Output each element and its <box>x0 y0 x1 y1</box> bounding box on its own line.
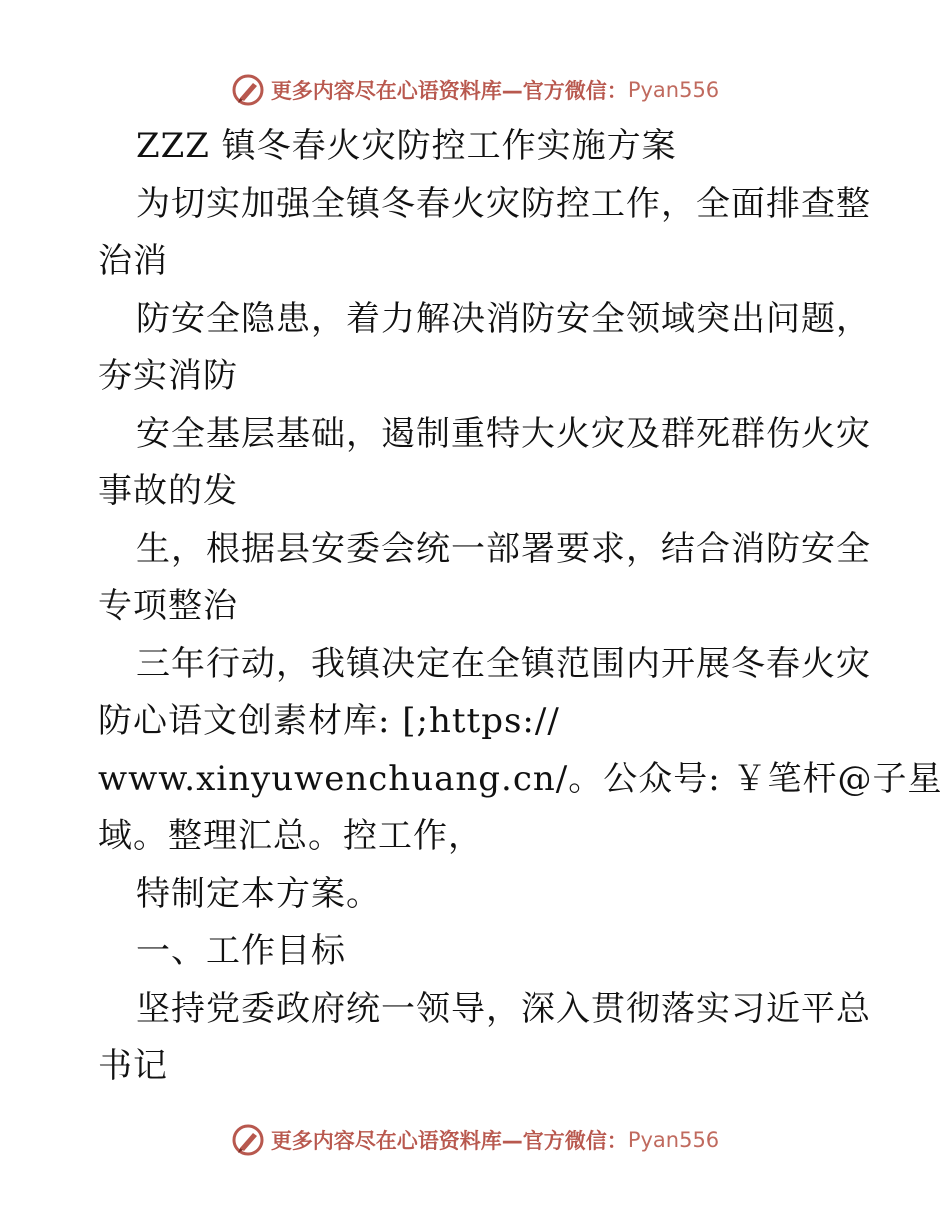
footer-banner <box>0 1120 950 1160</box>
body-line: 特制定本方案。 <box>136 873 381 914</box>
document-body <box>98 118 943 1096</box>
body-line: 域。整理汇总。控工作， <box>98 816 483 856</box>
body-line: 书记 <box>98 1046 168 1086</box>
header-banner-text: 更多内容尽在心语资料库—官方微信： <box>270 79 628 103</box>
body-line: 为切实加强全镇冬春火灾防控工作，全面排查整 <box>136 183 871 224</box>
body-line-url: www.xinyuwenchuang.cn/。公众号: ￥笔杆@子星 <box>98 758 943 799</box>
body-line: 生，根据县安委会统一部署要求，结合消防安全 <box>136 528 871 569</box>
document-title: ZZZ 镇冬春火灾防控工作实施方案 <box>136 126 677 166</box>
body-line: 专项整治 <box>98 586 238 626</box>
body-line: 安全基层基础，遏制重特大火灾及群死群伤火灾 <box>136 413 871 454</box>
footer-banner-text: 更多内容尽在心语资料库—官方微信： <box>270 1129 628 1153</box>
body-line: 事故的发 <box>98 471 238 511</box>
pen-logo-icon <box>231 73 265 107</box>
header-banner <box>0 70 950 110</box>
body-line: 坚持党委政府统一领导，深入贯彻落实习近平总 <box>136 988 871 1029</box>
body-line: 治消 <box>98 241 168 281</box>
body-line: 夯实消防 <box>98 356 238 396</box>
body-line: 三年行动，我镇决定在全镇范围内开展冬春火灾 <box>136 643 871 684</box>
footer-banner-handle: Pyan556 <box>627 1128 720 1152</box>
section-heading: 一、工作目标 <box>136 931 346 971</box>
header-banner-handle: Pyan556 <box>627 78 720 102</box>
body-line: 防安全隐患，着力解决消防安全领域突出问题， <box>136 298 871 339</box>
body-line-url-part: 防心语文创素材库: [;https:// <box>98 701 560 741</box>
pen-logo-icon <box>231 1123 265 1157</box>
